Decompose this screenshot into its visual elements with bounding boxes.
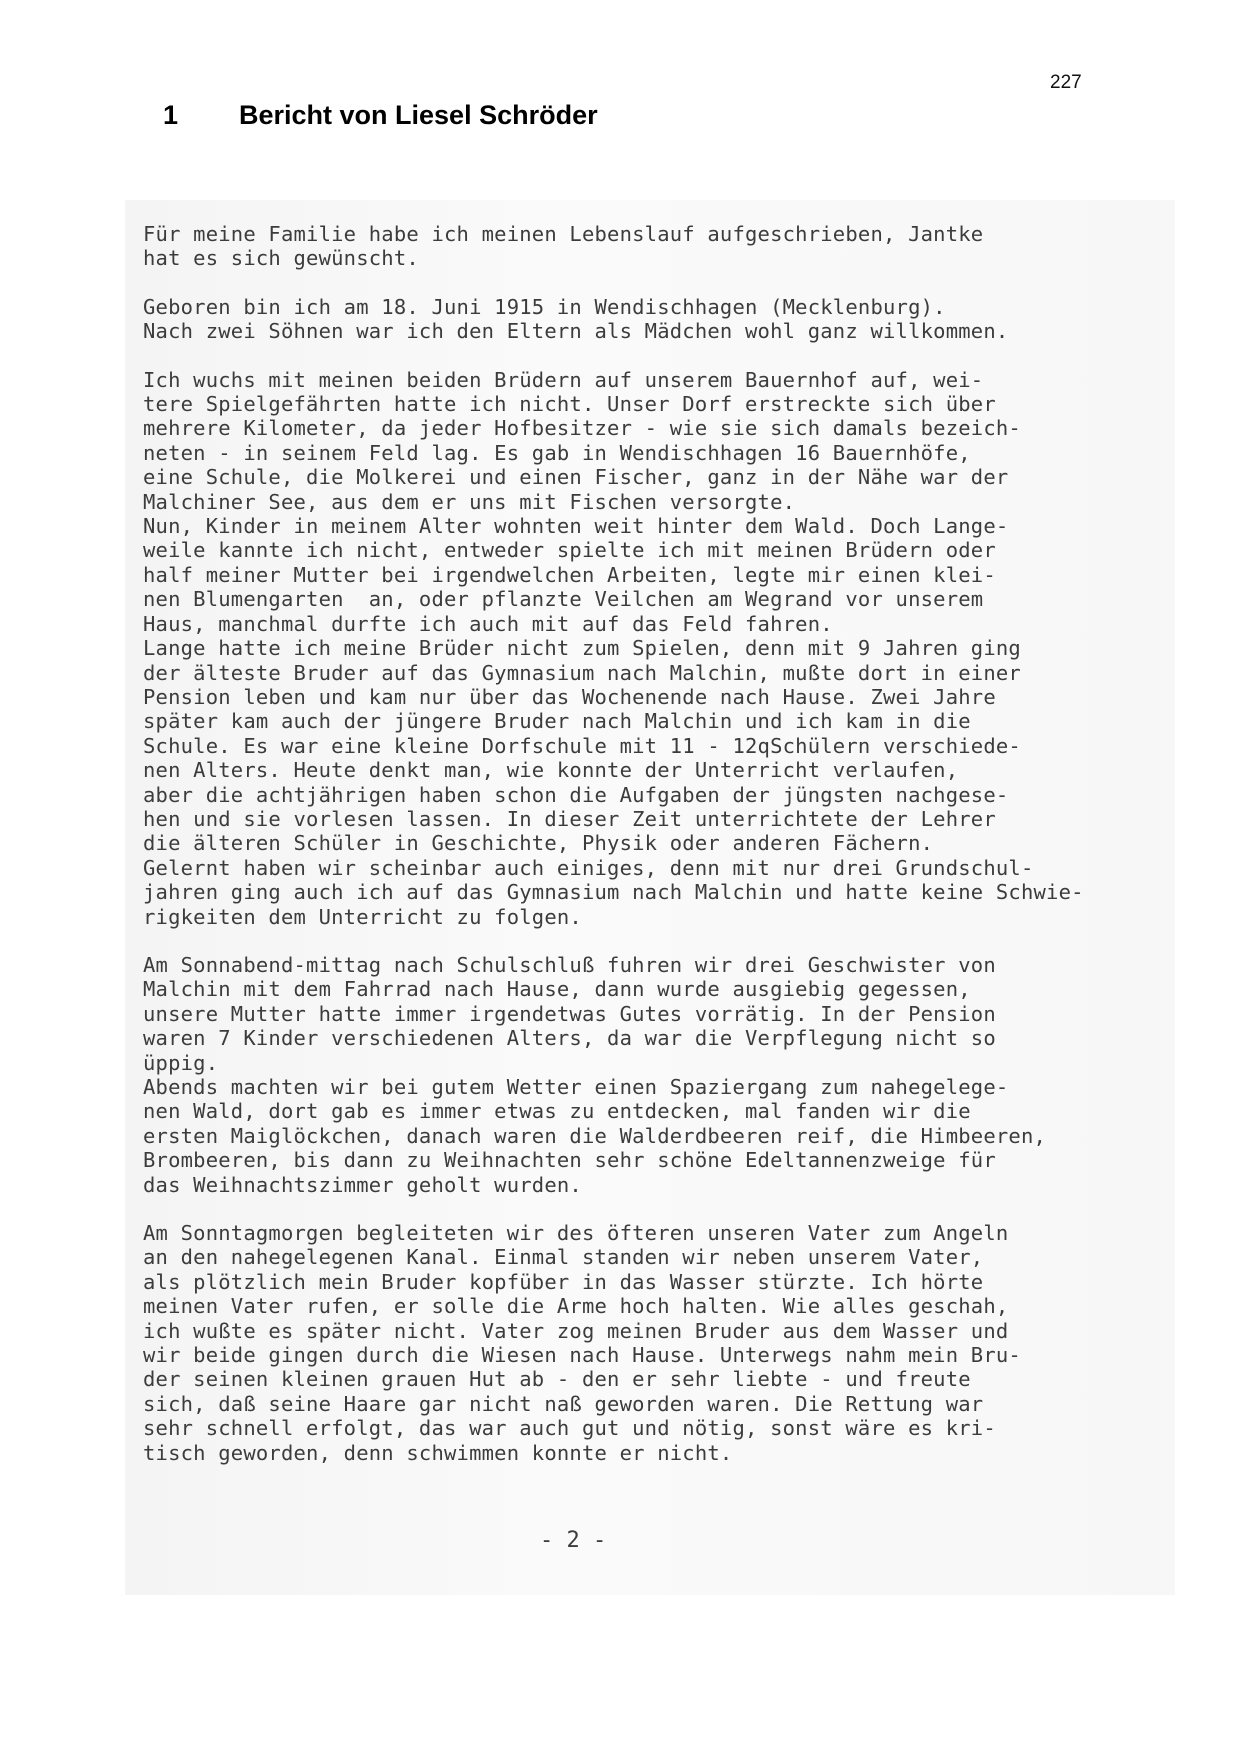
report-line: hat es sich gewünscht.: [143, 246, 419, 271]
report-line: Geboren bin ich am 18. Juni 1915 in Wendischhagen (Mecklenburg).: [143, 294, 946, 319]
report-line: Pension leben und kam nur über das Wochenende nach Hause. Zwei Jahre: [143, 684, 996, 709]
report-line: nen Wald, dort gab es immer etwas zu entdecken, mal fanden wir die: [143, 1099, 971, 1124]
report-line: als plötzlich mein Bruder kopfüber in das Wasser stürzte. Ich hörte: [143, 1269, 984, 1294]
report-paragraph: [143, 1075, 1173, 1197]
report-paragraph: [143, 368, 1173, 514]
report-line: Lange hatte ich meine Brüder nicht zum Spielen, denn mit 9 Jahren ging: [143, 636, 1021, 661]
report-line: nen Alters. Heute denkt man, wie konnte der Unterricht verlaufen,: [143, 758, 959, 783]
report-line: Schule. Es war eine kleine Dorfschule mit 11 - 12qSchülern verschiede-: [143, 733, 1021, 758]
report-line: Brombeeren, bis dann zu Weihnachten sehr schöne Edeltannenzweige für: [143, 1148, 996, 1173]
report-paragraph: [143, 514, 1173, 636]
typed-page-number: - 2 -: [540, 1528, 607, 1553]
report-line: waren 7 Kinder verschiedenen Alters, da war die Verpflegung nicht so: [143, 1026, 996, 1051]
report-line: Abends machten wir bei gutem Wetter einen Spaziergang zum nahegelege-: [143, 1075, 1009, 1099]
report-line: sich, daß seine Haare gar nicht naß geworden waren. Die Rettung war: [143, 1391, 984, 1416]
report-line: rigkeiten dem Unterricht zu folgen.: [143, 904, 582, 929]
report-line: meinen Vater rufen, er solle die Arme hoch halten. Wie alles geschah,: [143, 1294, 1009, 1319]
section-title: Bericht von Liesel Schröder: [239, 100, 598, 130]
page-number: 227: [1050, 72, 1082, 93]
report-paragraph: [143, 953, 1173, 1075]
report-line: Haus, manchmal durfte ich auch mit auf das Feld fahren.: [143, 611, 833, 636]
report-line: tere Spielgefährten hatte ich nicht. Unser Dorf erstreckte sich über: [143, 392, 996, 417]
report-line: eine Schule, die Molkerei und einen Fischer, ganz in der Nähe war der: [143, 465, 1009, 490]
report-line: neten - in seinem Feld lag. Es gab in Wendischhagen 16 Bauernhöfe,: [143, 440, 971, 465]
report-line: das Weihnachtszimmer geholt wurden.: [143, 1172, 582, 1197]
report-line: Nach zwei Söhnen war ich den Eltern als Mädchen wohl ganz willkommen.: [143, 319, 1009, 344]
report-line: jahren ging auch ich auf das Gymnasium nach Malchin und hatte keine Schwie-: [143, 880, 1084, 905]
report-line: Am Sonntagmorgen begleiteten wir des öfteren unseren Vater zum Angeln: [143, 1221, 1009, 1246]
report-line: an den nahegelegenen Kanal. Einmal standen wir neben unserem Vater,: [143, 1245, 984, 1270]
report-line: Malchin mit dem Fahrrad nach Hause, dann wurde ausgiebig gegessen,: [143, 977, 971, 1002]
report-line: der älteste Bruder auf das Gymnasium nach Malchin, mußte dort in einer: [143, 660, 1021, 685]
report-line: wir beide gingen durch die Wiesen nach Hause. Unterwegs nahm mein Bru-: [143, 1343, 1021, 1368]
typewritten-report: [143, 222, 1173, 1489]
report-line: Am Sonnabend-mittag nach Schulschluß fuhren wir drei Geschwister von: [143, 952, 996, 977]
report-line: unsere Mutter hatte immer irgendetwas Gutes vorrätig. In der Pension: [143, 1001, 996, 1026]
report-line: Für meine Familie habe ich meinen Lebenslauf aufgeschrieben, Jantke: [143, 222, 984, 246]
report-paragraph: [143, 295, 1173, 344]
section-heading: [163, 100, 598, 131]
report-line: nen Blumengarten an, oder pflanzte Veilchen am Wegrand vor unserem: [143, 587, 984, 612]
report-paragraph: [143, 1221, 1173, 1465]
report-line: Malchiner See, aus dem er uns mit Fischen versorgte.: [143, 489, 796, 514]
report-line: ich wußte es später nicht. Vater zog meinen Bruder aus dem Wasser und: [143, 1318, 1009, 1343]
report-line: tisch geworden, denn schwimmen konnte er nicht.: [143, 1440, 733, 1465]
section-number: 1: [163, 100, 179, 130]
report-paragraph: [143, 222, 1173, 271]
report-line: aber die achtjährigen haben schon die Aufgaben der jüngsten nachgese-: [143, 782, 1009, 807]
report-line: mehrere Kilometer, da jeder Hofbesitzer - wie sie sich damals bezeich-: [143, 416, 1021, 441]
report-line: hen und sie vorlesen lassen. In dieser Zeit unterrichtete der Lehrer: [143, 806, 996, 831]
report-line: der seinen kleinen grauen Hut ab - den er sehr liebte - und freute: [143, 1367, 971, 1392]
report-line: weile kannte ich nicht, entweder spielte ich mit meinen Brüdern oder: [143, 538, 996, 563]
report-line: ersten Maiglöckchen, danach waren die Walderdbeeren reif, die Himbeeren,: [143, 1123, 1047, 1148]
report-paragraph: [143, 636, 1173, 929]
report-line: die älteren Schüler in Geschichte, Physik oder anderen Fächern.: [143, 831, 934, 856]
report-line: üppig.: [143, 1050, 219, 1075]
report-line: Nun, Kinder in meinem Alter wohnten weit hinter dem Wald. Doch Lange-: [143, 514, 1009, 539]
report-line: später kam auch der jüngere Bruder nach Malchin und ich kam in die: [143, 709, 971, 734]
report-line: sehr schnell erfolgt, das war auch gut und nötig, sonst wäre es kri-: [143, 1416, 996, 1441]
report-line: Gelernt haben wir scheinbar auch einiges, denn mit nur drei Grundschul-: [143, 855, 1034, 880]
report-line: half meiner Mutter bei irgendwelchen Arbeiten, legte mir einen klei-: [143, 562, 996, 587]
report-line: Ich wuchs mit meinen beiden Brüdern auf unserem Bauernhof auf, wei-: [143, 367, 984, 392]
